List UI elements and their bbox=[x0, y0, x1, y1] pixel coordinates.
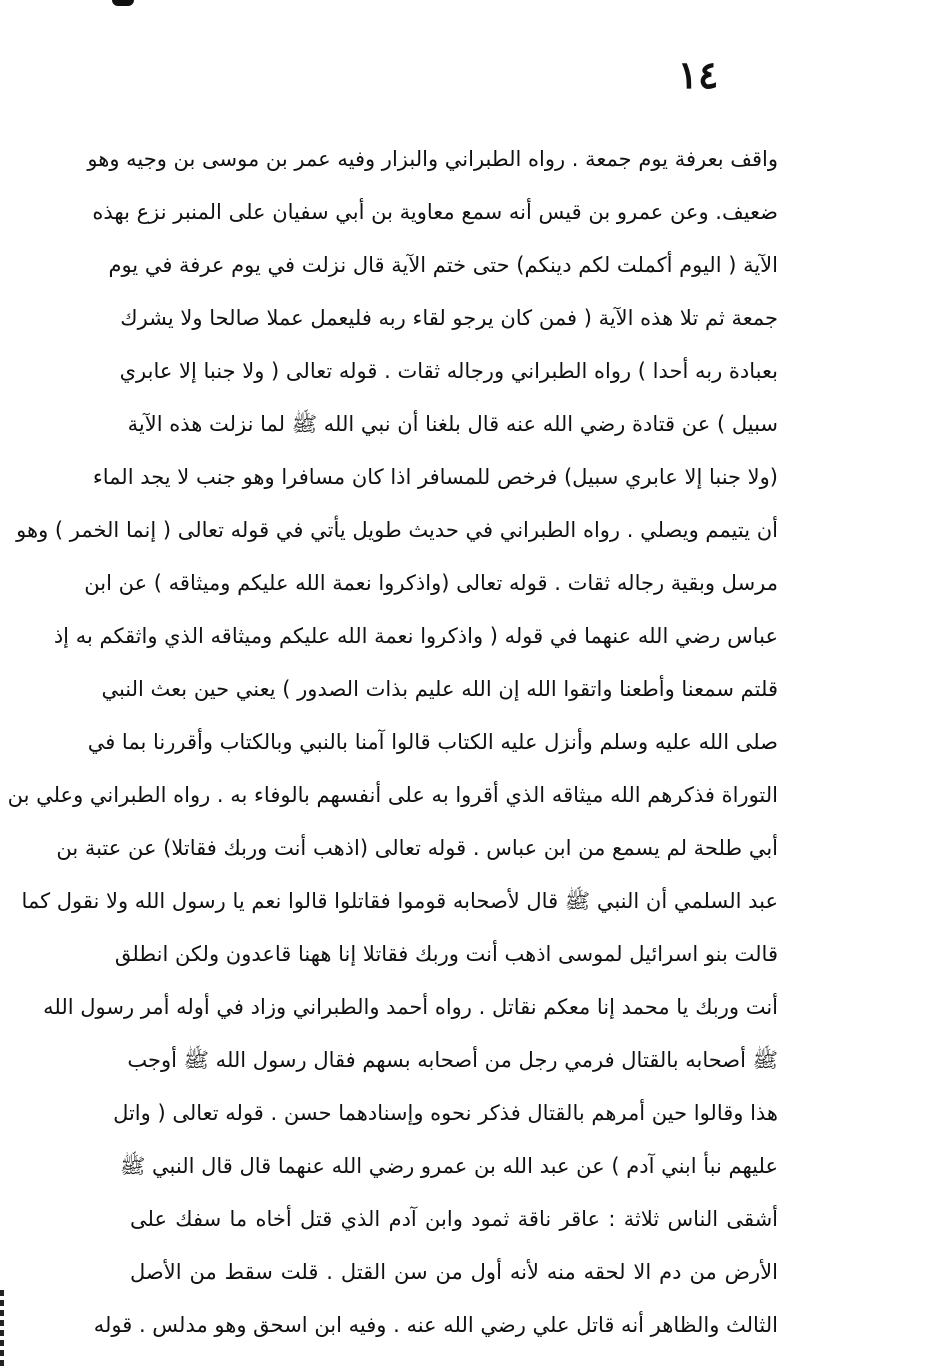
text-line-17: أنت وربك يا محمد إنا معكم نقاتل . رواه أحمد والطبراني وزاد في أوله أمر رسول الله bbox=[43, 995, 778, 1019]
text-line-3: الآية ( اليوم أكملت لكم دينكم) حتى ختم الآية قال نزلت في يوم عرفة في يوم bbox=[108, 253, 778, 277]
text-line-16: قالت بنو اسرائيل لموسى اذهب أنت وربك فقاتلا إنا ههنا قاعدون ولكن انطلق bbox=[114, 942, 778, 966]
text-line-21: أشقى الناس ثلاثة : عاقر ناقة ثمود وابن آدم الذي قتل أخاه ما سفك على bbox=[130, 1207, 778, 1231]
ink-mark bbox=[112, 0, 134, 6]
page-number: ١٤ bbox=[677, 52, 719, 97]
text-line-8: أن يتيمم ويصلي . رواه الطبراني في حديث طويل يأتي في قوله تعالى ( إنما الخمر ) وهو bbox=[16, 518, 778, 542]
text-line-23: الثالث والظاهر أنه قاتل علي رضي الله عنه . وفيه ابن اسحق وهو مدلس . قوله bbox=[93, 1313, 778, 1337]
text-line-2: ضعيف. وعن عمرو بن قيس أنه سمع معاوية بن أبي سفيان على المنبر نزع بهذه bbox=[92, 200, 778, 224]
text-line-14: أبي طلحة لم يسمع من ابن عباس . قوله تعالى (اذهب أنت وربك فقاتلا) عن عتبة بن bbox=[56, 836, 778, 860]
text-line-11: قلتم سمعنا وأطعنا واتقوا الله إن الله عليم بذات الصدور ) يعني حين بعث النبي bbox=[101, 677, 778, 701]
text-line-6: سبيل ) عن قتادة رضي الله عنه قال بلغنا أن نبي الله ﷺ لما نزلت هذه الآية bbox=[127, 412, 778, 436]
text-line-4: جمعة ثم تلا هذه الآية ( فمن كان يرجو لقاء ربه فليعمل عملا صالحا ولا يشرك bbox=[120, 306, 778, 330]
text-line-15: عبد السلمي أن النبي ﷺ قال لأصحابه قوموا فقاتلوا قالوا نعم يا رسول الله ولا نقول كما bbox=[21, 889, 778, 913]
text-line-18: ﷺ أصحابه بالقتال فرمي رجل من أصحابه بسهم فقال رسول الله ﷺ أوجب bbox=[127, 1048, 778, 1072]
page-edge-mark bbox=[0, 1290, 4, 1370]
text-line-1: واقف بعرفة يوم جمعة . رواه الطبراني والبزار وفيه عمر بن موسى بن وجيه وهو bbox=[87, 147, 778, 171]
text-line-5: بعبادة ربه أحدا ) رواه الطبراني ورجاله ثقات . قوله تعالى ( ولا جنبا إلا عابري bbox=[119, 359, 778, 383]
text-line-13: التوراة فذكرهم الله ميثاقه الذي أقروا به على أنفسهم بالوفاء به . رواه الطبراني وعلي بن bbox=[7, 783, 778, 807]
text-line-9: مرسل وبقية رجاله ثقات . قوله تعالى (واذكروا نعمة الله عليكم وميثاقه ) عن ابن bbox=[84, 571, 778, 595]
text-line-10: عباس رضي الله عنهما في قوله ( واذكروا نعمة الله عليكم وميثاقه الذي واثقكم به إذ bbox=[53, 624, 778, 648]
text-line-7: (ولا جنبا إلا عابري سبيل) فرخص للمسافر اذا كان مسافرا وهو جنب لا يجد الماء bbox=[92, 465, 778, 489]
text-line-20: عليهم نبأ ابني آدم ) عن عبد الله بن عمرو رضي الله عنهما قال قال النبي ﷺ bbox=[119, 1154, 778, 1178]
text-line-22: الأرض من دم الا لحقه منه لأنه أول من سن القتل . قلت سقط من الأصل bbox=[130, 1260, 778, 1284]
text-line-12: صلى الله عليه وسلم وأنزل عليه الكتاب قالوا آمنا بالنبي وبالكتاب وأقررنا بما في bbox=[87, 730, 778, 754]
text-line-19: هذا وقالوا حين أمرهم بالقتال فذكر نحوه وإسنادهما حسن . قوله تعالى ( واتل bbox=[113, 1101, 778, 1125]
body-text bbox=[7, 133, 778, 1352]
